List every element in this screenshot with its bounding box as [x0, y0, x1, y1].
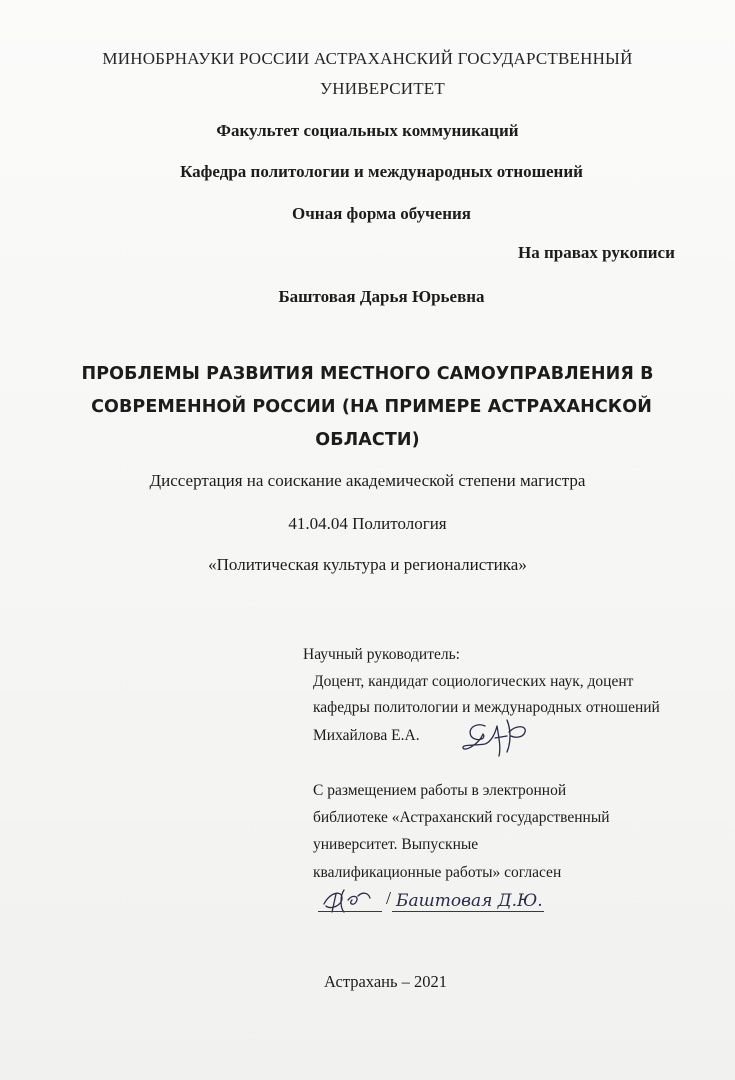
ministry-line-2: УНИВЕРСИТЕТ — [320, 79, 445, 98]
study-form: Очная форма обучения — [292, 204, 471, 223]
faculty: Факультет социальных коммуникаций — [216, 121, 519, 140]
supervisor-name: Михайлова Е.А. — [313, 727, 420, 744]
program-name: «Политическая культура и регионалистика» — [208, 555, 527, 574]
supervisor-label: Научный руководитель: — [303, 646, 460, 663]
signature-underline-2 — [392, 911, 544, 912]
manuscript-note: На правах рукописи — [518, 243, 675, 262]
thesis-title-line-1: ПРОБЛЕМЫ РАЗВИТИЯ МЕСТНОГО САМОУПРАВЛЕНИЯ В — [81, 364, 654, 384]
thesis-title-line-3: ОБЛАСТИ) — [315, 430, 420, 450]
city-year: Астрахань – 2021 — [323, 972, 448, 991]
degree-line: Диссертация на соискание академической степени магистра — [149, 471, 586, 490]
supervisor-position-line-1: Доцент, кандидат социологических наук, доцент — [313, 673, 634, 690]
author-name-signature — [394, 884, 554, 918]
consent-line-1: С размещением работы в электронной — [313, 782, 567, 799]
signature-separator: / — [386, 888, 392, 908]
signature-underline-1 — [318, 911, 382, 912]
consent-line-4: квалификационные работы» согласен — [313, 864, 562, 881]
author-name-signature-text: Баштовая Д.Ю. — [396, 891, 543, 911]
specialty-code: 41.04.04 Политология — [288, 514, 447, 533]
author-initials-signature — [318, 884, 388, 918]
consent-line-3: университет. Выпускные — [313, 836, 479, 853]
supervisor-position-line-2: кафедры политологии и международных отношений — [313, 699, 660, 716]
department: Кафедра политологии и международных отношений — [180, 162, 583, 181]
supervisor-signature — [455, 712, 535, 764]
consent-line-2: библиотеке «Астраханский государственный — [313, 809, 610, 826]
thesis-title-line-2: СОВРЕМЕННОЙ РОССИИ (НА ПРИМЕРЕ АСТРАХАНСКОЙ — [91, 397, 652, 417]
author-name: Баштовая Дарья Юрьевна — [278, 287, 485, 306]
ministry-line-1: МИНОБРНАУКИ РОССИИ АСТРАХАНСКИЙ ГОСУДАРСТВЕННЫЙ — [102, 49, 633, 68]
